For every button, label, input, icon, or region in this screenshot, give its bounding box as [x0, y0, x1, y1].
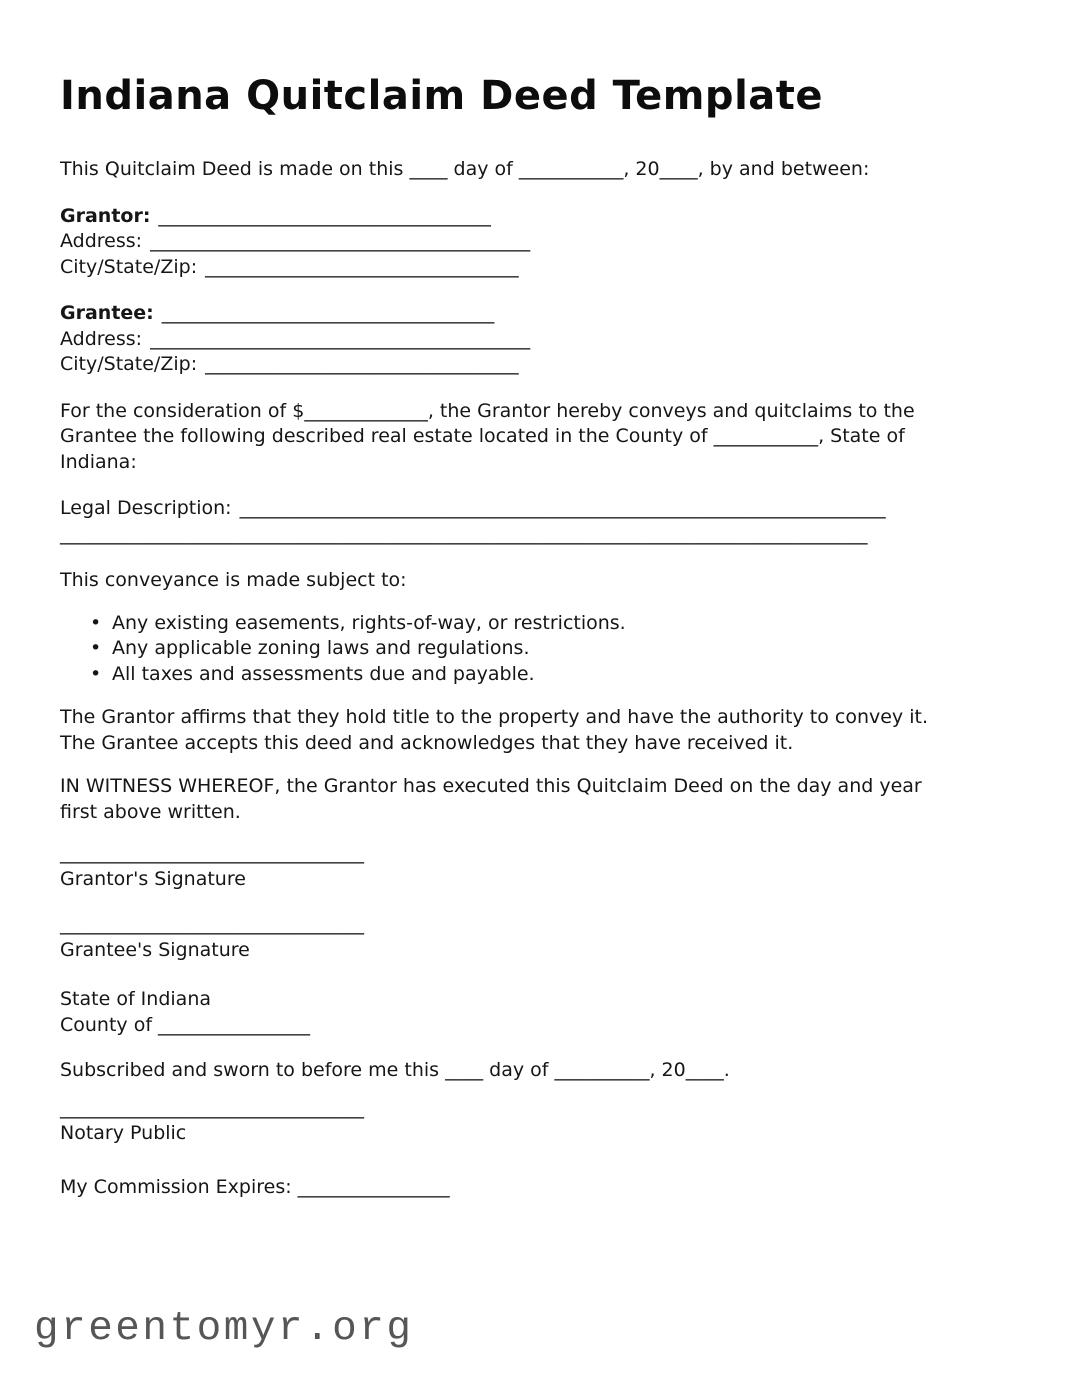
- grantee-block: [60, 301, 1050, 378]
- legal-description-blank-1: ____________________________________________________________________: [239, 497, 886, 519]
- conveyance-list: [60, 611, 1050, 688]
- witness-paragraph: [60, 774, 1050, 825]
- grantee-name-line: [60, 301, 1050, 327]
- grantor-block: [60, 204, 1050, 281]
- grantee-signature-caption: Grantee's Signature: [60, 938, 250, 961]
- notary-caption: Notary Public: [60, 1122, 187, 1144]
- conveyance-item: • Any applicable zoning laws and regulations.: [112, 636, 1050, 662]
- county-line: County of ________________: [60, 1013, 311, 1036]
- affirmation-line-1: The Grantor affirms that they hold title to the property and have the authority to convey it.: [60, 706, 928, 728]
- legal-description-block: [60, 496, 1050, 547]
- intro-paragraph: This Quitclaim Deed is made on this ____ day of ___________, 20____, by and between:: [60, 158, 870, 180]
- legal-description-line-1: [60, 496, 1050, 522]
- grantor-address-blank: ________________________________________: [150, 230, 531, 252]
- grantor-address-line: [60, 229, 1050, 255]
- legal-description-blank-2: _____________________________________________________________________________________: [60, 522, 868, 545]
- commission-line: My Commission Expires: ________________: [60, 1175, 450, 1198]
- grantee-signature-block: [60, 912, 1050, 963]
- grantee-label: Grantee:: [60, 302, 154, 324]
- watermark: greentomyr.org: [34, 1306, 414, 1352]
- grantee-citystatezip-label: City/State/Zip:: [60, 353, 198, 375]
- grantee-citystatezip-line: [60, 352, 1050, 378]
- witness-line-2: first above written.: [60, 800, 241, 823]
- grantee-address-blank: ________________________________________: [150, 327, 531, 350]
- grantor-citystatezip-label: City/State/Zip:: [60, 255, 198, 278]
- grantor-signature-caption: Grantor's Signature: [60, 867, 246, 890]
- notary-signature-block: [60, 1096, 1050, 1147]
- grantor-name-line: [60, 204, 1050, 230]
- notary-signature-blank: ________________________________: [60, 1096, 364, 1119]
- grantor-label: Grantor:: [60, 204, 151, 227]
- grantor-citystatezip-line: [60, 255, 1050, 281]
- consideration-paragraph: [60, 399, 1050, 476]
- affirmation-paragraph: [60, 705, 1050, 756]
- grantee-citystatezip-blank: _________________________________: [205, 353, 519, 375]
- state-line: State of Indiana: [60, 988, 211, 1010]
- consideration-line-2: Grantee the following described real estate located in the County of ___________, State of: [60, 425, 905, 447]
- conveyance-item: • All taxes and assessments due and payable.: [112, 662, 1050, 688]
- legal-description-label: Legal Description:: [60, 497, 232, 519]
- witness-line-1: IN WITNESS WHEREOF, the Grantor has executed this Quitclaim Deed on the day and year: [60, 775, 922, 797]
- grantee-name-blank: ___________________________________: [161, 302, 495, 324]
- page-title: Indiana Quitclaim Deed Template: [60, 73, 824, 119]
- notary-venue-block: [60, 987, 1050, 1038]
- legal-description-line-2: [60, 522, 1050, 548]
- grantor-name-blank: ___________________________________: [158, 204, 491, 227]
- conveyance-item: • Any existing easements, rights-of-way, or restrictions.: [112, 611, 1050, 637]
- consideration-line-3: Indiana:: [60, 450, 137, 473]
- subscribed-line: Subscribed and sworn to before me this ____ day of __________, 20____.: [60, 1059, 730, 1081]
- grantee-address-label: Address:: [60, 327, 143, 350]
- grantee-address-line: [60, 327, 1050, 353]
- grantee-signature-blank: ________________________________: [60, 913, 364, 935]
- conveyance-intro: This conveyance is made subject to:: [60, 569, 407, 591]
- consideration-line-1: For the consideration of $_____________, the Grantor hereby conveys and quitclaims to the: [60, 399, 915, 422]
- grantor-citystatezip-blank: _________________________________: [205, 255, 519, 278]
- grantor-signature-block: [60, 841, 1050, 892]
- grantor-signature-blank: ________________________________: [60, 842, 364, 864]
- affirmation-line-2: The Grantee accepts this deed and acknowledges that they have received it.: [60, 731, 794, 754]
- grantor-address-label: Address:: [60, 230, 143, 252]
